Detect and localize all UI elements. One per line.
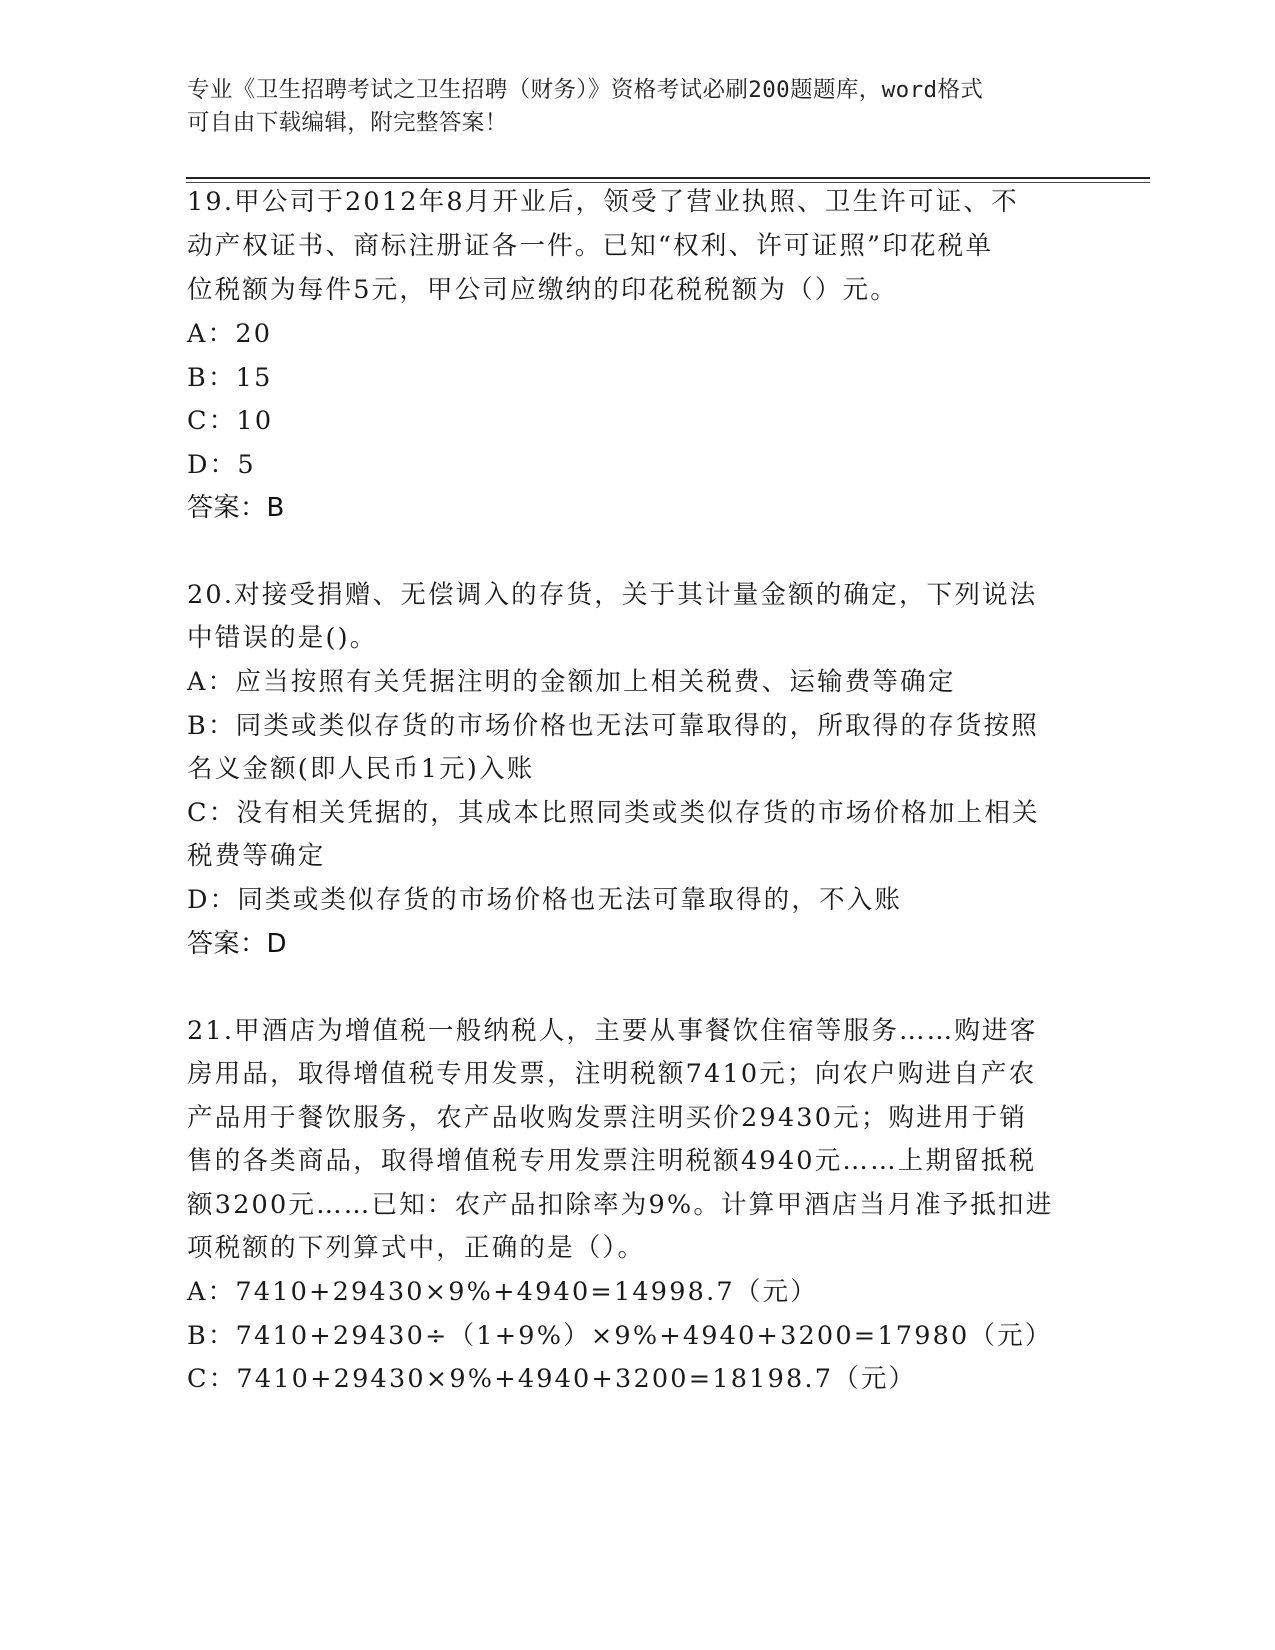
question-20-option-d: D：同类或类似存货的市场价格也无法可靠取得的，不入账	[187, 885, 903, 915]
question-19-option-d: D：5	[187, 450, 256, 480]
document-header	[187, 74, 1067, 140]
header-title-line-1: 专业《卫生招聘考试之卫生招聘（财务）》资格考试必刷200题题库，word格式	[187, 77, 984, 103]
header-divider-thin	[186, 182, 1150, 183]
question-21-option-b: B：7410+29430÷（1+9%）×9%+4940+3200=17980（元）	[187, 1321, 1053, 1351]
question-20-option-c-line-1: C：没有相关凭据的，其成本比照同类或类似存货的市场价格加上相关	[187, 798, 1040, 828]
header-divider-thick	[186, 177, 1150, 179]
question-19-stem-line-2: 动产权证书、商标注册证各一件。已知“权利、许可证照”印花税单	[187, 231, 994, 261]
question-19-option-a: A：20	[187, 319, 273, 349]
question-21-option-c: C：7410+29430×9%+4940+3200=18198.7（元）	[187, 1364, 917, 1394]
question-21-stem-line-1: 21.甲酒店为增值税一般纳税人，主要从事餐饮住宿等服务……购进客	[187, 1016, 1038, 1046]
question-21-stem-line-5: 额3200元……已知：农产品扣除率为9%。计算甲酒店当月准予抵扣进	[187, 1190, 1054, 1220]
question-21-stem-line-2: 房用品，取得增值税专用发票，注明税额7410元；向农户购进自产农	[187, 1059, 1037, 1089]
question-20-stem-line-2: 中错误的是()。	[187, 623, 378, 653]
question-19-stem-line-3: 位税额为每件5元，甲公司应缴纳的印花税税额为（）元。	[187, 275, 898, 305]
question-19-stem-line-1: 19.甲公司于2012年8月开业后，领受了营业执照、卫生许可证、不	[187, 187, 1019, 217]
question-20-answer: 答案：D	[187, 929, 288, 959]
question-20-option-c-line-2: 税费等确定	[187, 841, 326, 871]
question-20-option-b-line-2: 名义金额(即人民币1元)入账	[187, 754, 535, 784]
header-title-line-2: 可自由下载编辑，附完整答案！	[187, 110, 508, 136]
question-20-stem-line-1: 20.对接受捐赠、无偿调入的存货，关于其计量金额的确定，下列说法	[187, 580, 1038, 610]
question-19-answer: 答案：B	[187, 493, 285, 523]
question-21-option-a: A：7410+29430×9%+4940=14998.7（元）	[187, 1277, 818, 1307]
question-20-option-a: A：应当按照有关凭据注明的金额加上相关税费、运输费等确定	[187, 667, 956, 697]
question-21-stem-line-3: 产品用于餐饮服务，农产品收购发票注明买价29430元；购进用于销	[187, 1103, 1028, 1133]
question-19-option-b: B：15	[187, 363, 273, 393]
question-20-option-b-line-1: B：同类或类似存货的市场价格也无法可靠取得的，所取得的存货按照	[187, 711, 1039, 741]
question-21-stem-line-4: 售的各类商品，取得增值税专用发票注明税额4940元……上期留抵税	[187, 1146, 1037, 1176]
question-21-stem-line-6: 项税额的下列算式中，正确的是（）。	[187, 1233, 646, 1263]
question-19-option-c: C：10	[187, 406, 274, 436]
